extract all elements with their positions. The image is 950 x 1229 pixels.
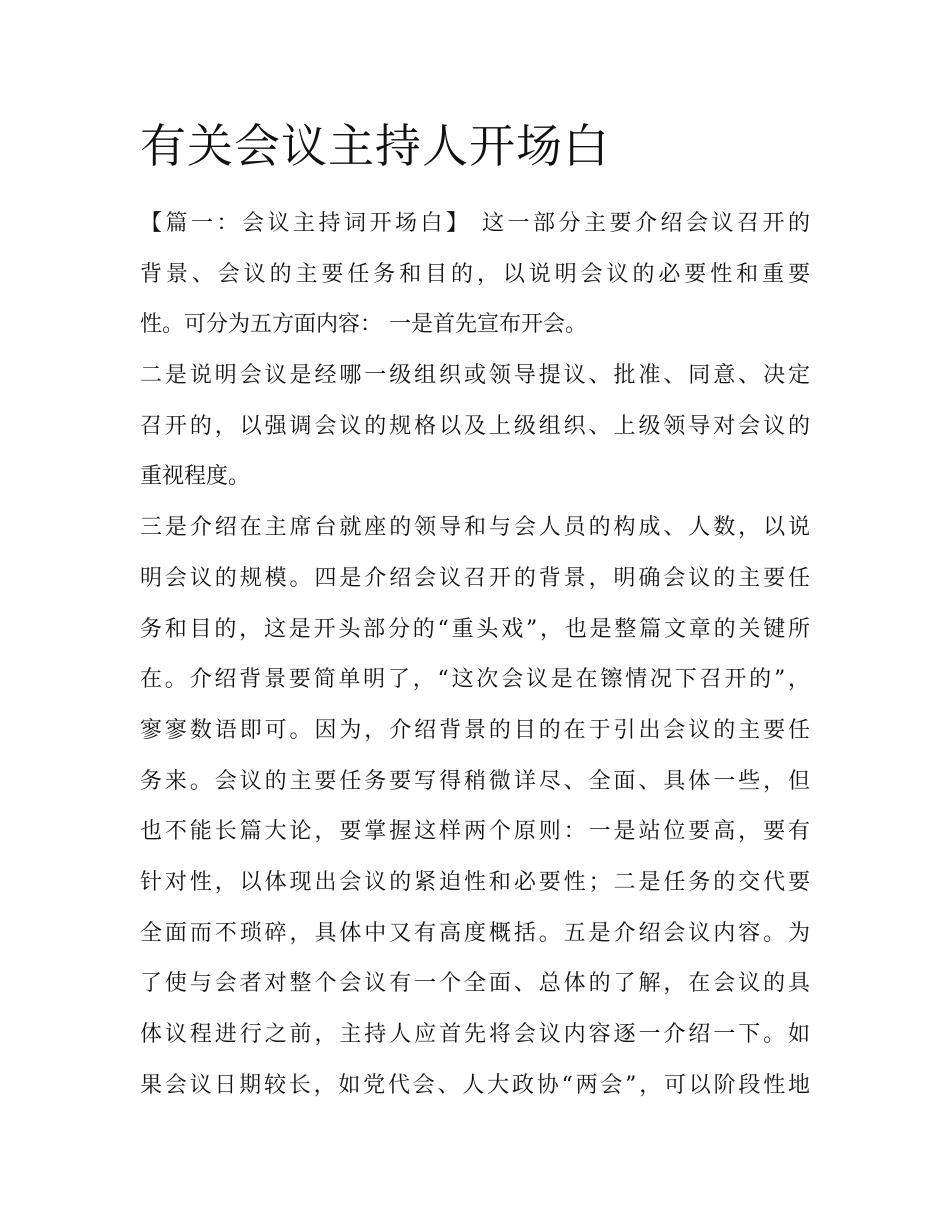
text-line: 务来。会议的主要任务要写得稍微详尽、全面、具体一些，但 <box>140 768 810 794</box>
text-line: 重视程度。 <box>140 464 251 490</box>
text-line: 【篇一：会议主持词开场白】 这一部分主要介绍会议召开的 <box>140 211 810 236</box>
page-title: 有关会议主持人开场白 <box>140 119 610 173</box>
text-line: 务和目的，这是开头部分的“重头戏”，也是整篇文章的关键所 <box>140 616 810 642</box>
document-body <box>140 199 810 1111</box>
text-line: 体议程进行之前，主持人应首先将会议内容逐一介绍一下。如 <box>140 1022 810 1047</box>
text-line: 针对性，以体现出会议的紧迫性和必要性；二是任务的交代要 <box>140 869 810 895</box>
text-line: 果会议日期较长，如党代会、人大政协“两会”，可以阶段性地 <box>140 1072 810 1098</box>
text-line: 寥寥数语即可。因为，介绍背景的目的在于引出会议的主要任 <box>140 717 810 743</box>
text-line: 背景、会议的主要任务和目的，以说明会议的必要性和重要 <box>140 261 810 287</box>
text-line: 全面而不琐碎，具体中又有高度概括。五是介绍会议内容。为 <box>140 920 810 946</box>
text-line: 明会议的规模。四是介绍会议召开的背景，明确会议的主要任 <box>140 565 810 591</box>
text-line: 二是说明会议是经哪一级组织或领导提议、批准、同意、决定 <box>140 363 810 389</box>
text-line: 在。介绍背景要简单明了，“这次会议是在镲情况下召开的”， <box>140 667 810 693</box>
text-line: 了使与会者对整个会议有一个全面、总体的了解，在会议的具 <box>140 971 810 997</box>
text-line: 也不能长篇大论，要掌握这样两个原则：一是站位要高，要有 <box>140 819 810 845</box>
text-line: 三是介绍在主席台就座的领导和与会人员的构成、人数，以说 <box>140 515 810 541</box>
text-line: 性。可分为五方面内容： 一是首先宣布开会。 <box>140 312 587 338</box>
text-line: 召开的，以强调会议的规格以及上级组织、上级领导对会议的 <box>140 413 810 439</box>
